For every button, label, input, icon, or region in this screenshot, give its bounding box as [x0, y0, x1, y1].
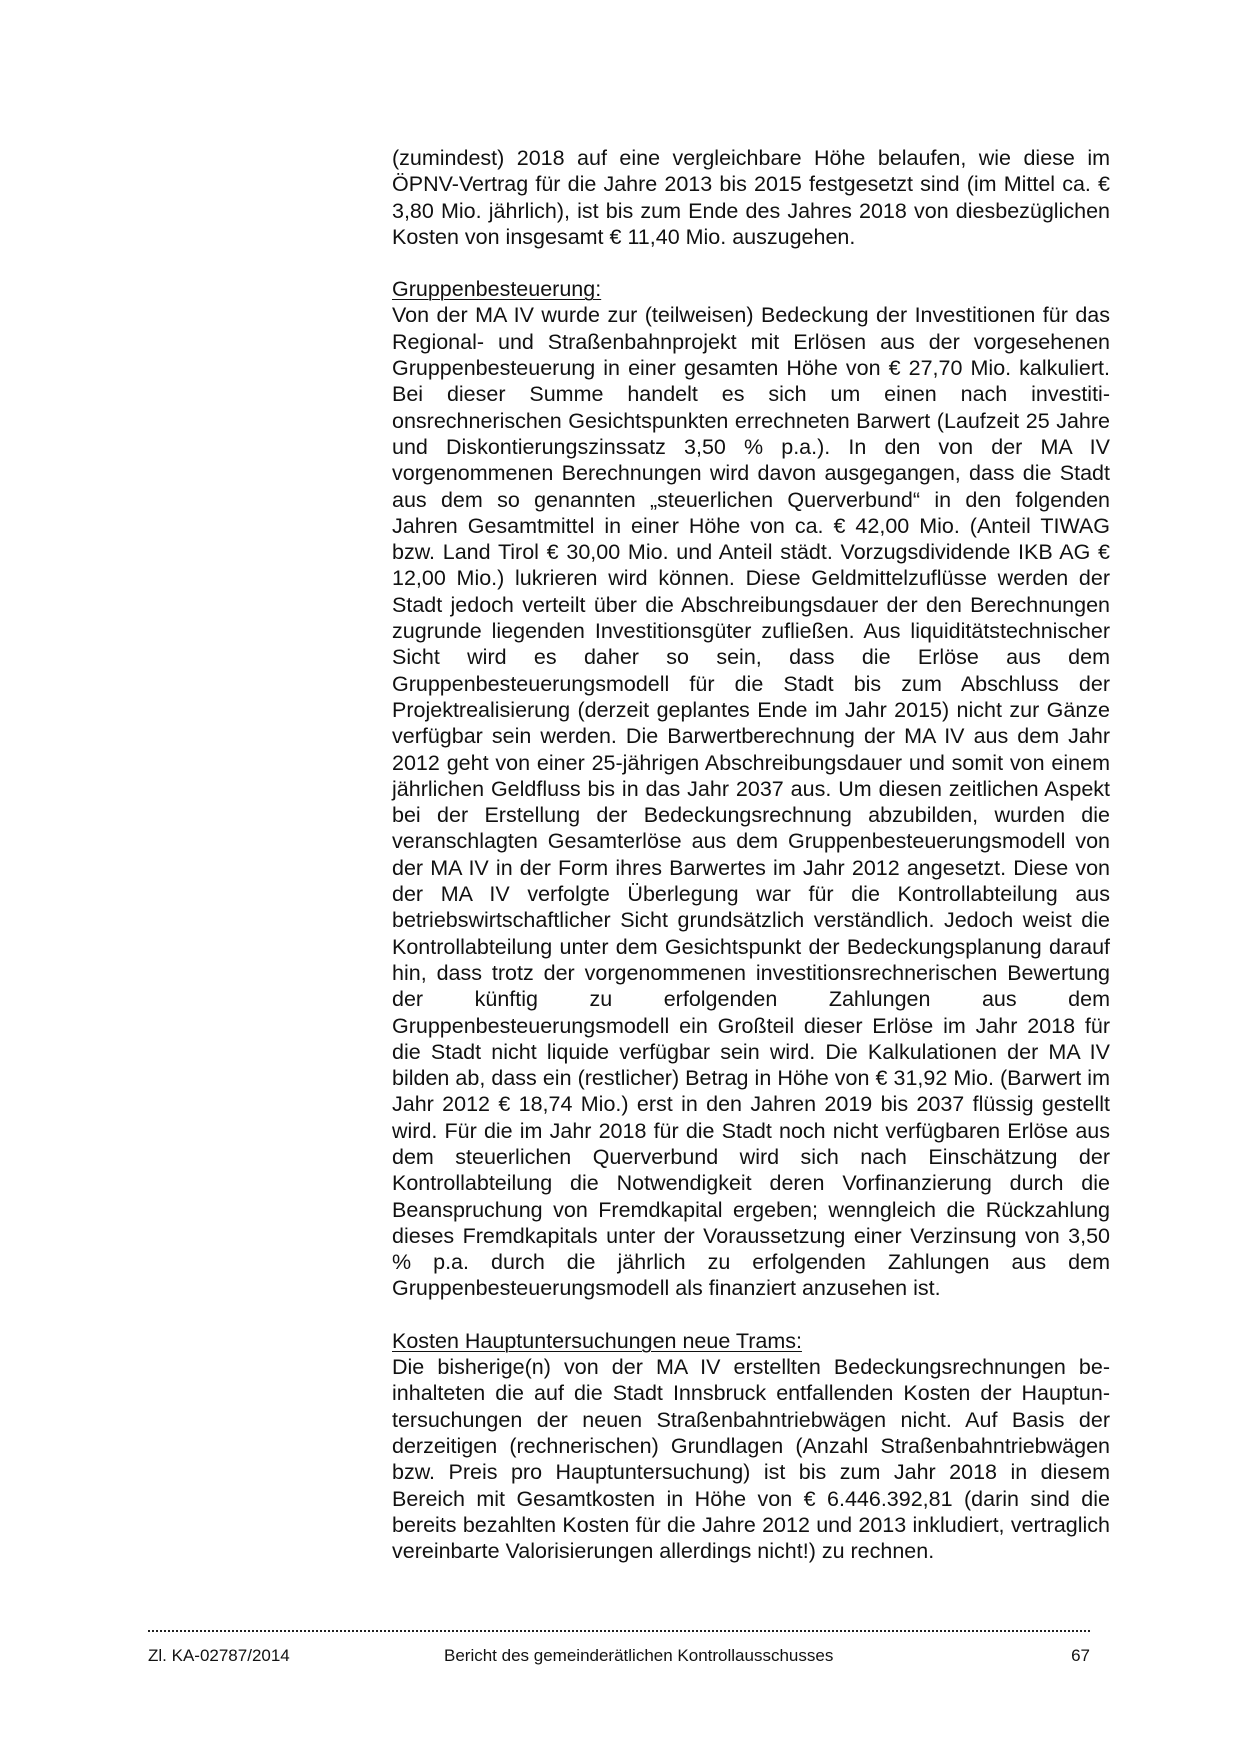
- tram-inspection-paragraph: Die bisherige(n) von der MA IV erstellten Bedeckungsrechnungen beinhalteten die auf die Stadt Innsbruck entfallenden Kosten der Hauptuntersuchungen der neuen Straßenbahntriebwägen nicht. Auf Basis der derzeitigen (rechnerischen) Grundlagen (Anzahl Straßenbahntriebwägen bzw. Preis pro Hauptuntersuchung) ist bis zum Jahr 2018 in diesem Bereich mit Gesamtkosten in Höhe von € 6.446.392,81 (darin sind die bereits bezahlten Kosten für die Jahre 2012 und 2013 inkludiert, vertraglich vereinbarte Valorisierungen allerdings nicht!) zu rechnen.: [392, 1355, 1110, 1564]
- page-number: 67: [1071, 1646, 1090, 1665]
- intro-paragraph: (zumindest) 2018 auf eine vergleichbare Höhe belaufen, wie diese im ÖPNV-Vertrag für die Jahre 2013 bis 2015 festgesetzt sind (im Mittel ca. € 3,80 Mio. jährlich), ist bis zum Ende des Jahres 2018 von diesbezüglichen Kosten von insgesamt € 11,40 Mio. auszugehen.: [392, 146, 1110, 249]
- footer-reference: Zl. KA-02787/2014: [148, 1646, 290, 1665]
- section-spacer: [392, 1302, 1110, 1328]
- footer-divider: [148, 1630, 1090, 1632]
- footer-title: Bericht des gemeinderätlichen Kontrollausschusses: [444, 1646, 834, 1665]
- group-tax-paragraph: Von der MA IV wurde zur (teilweisen) Bedeckung der Investitionen für das Regional- und Straßenbahnprojekt mit Erlösen aus der vorgesehenen Gruppenbesteuerung in einer gesamten Höhe von € 27,70 Mio. kalkuliert. Bei dieser Summe handelt es sich um einen nach investitionsrechnerischen Gesichtspunkten errechneten Barwert (Laufzeit 25 Jahre und Diskontierungszinssatz 3,50 % p.a.). In den von der MA IV vorgenommenen Berechnungen wird davon ausgegangen, dass die Stadt aus dem so genannten „steuerlichen Querverbund“ in den folgenden Jahren Gesamtmittel in einer Höhe von ca. € 42,00 Mio. (Anteil TIWAG bzw. Land Tirol € 30,00 Mio. und Anteil städt. Vorzugsdividende IKB AG € 12,00 Mio.) lukrieren wird können. Diese Geldmittelzuflüsse werden der Stadt jedoch verteilt über die Abschreibungsdauer der den Berechnungen zugrunde liegenden Investitionsgüter zufließen. Aus liquiditätstechnischer Sicht wird es daher so sein, dass die Erlöse aus dem Gruppenbesteuerungsmodell für die Stadt bis zum Abschluss der Projektrealisierung (derzeit geplantes Ende im Jahr 2015) nicht zur Gänze verfügbar sein werden. Die Barwertberechnung der MA IV aus dem Jahr 2012 geht von einer 25-jährigen Abschreibungsdauer und somit von einem jährlichen Geldfluss bis in das Jahr 2037 aus. Um diesen zeitlichen Aspekt bei der Erstellung der Bedeckungsrechnung abzubilden, wurden die veranschlagten Gesamterlöse aus dem Gruppenbesteuerungsmodell von der MA IV in der Form ihres Barwertes im Jahr 2012 angesetzt. Diese von der MA IV verfolgte Überlegung war für die Kontrollabteilung aus betriebswirtschaftlicher Sicht grundsätzlich verständlich. Jedoch weist die Kontrollabteilung unter dem Gesichtspunkt der Bedeckungsplanung darauf hin, dass trotz der vorgenommenen investitionsrechnerischen Bewertung der künftig zu erfolgenden Zahlungen aus dem Gruppenbesteuerungsmodell ein Großteil dieser Erlöse im Jahr 2018 für die Stadt nicht liquide verfügbar sein wird. Die Kalkulationen der MA IV bilden ab, dass ein (restlicher) Betrag in Höhe von € 31,92 Mio. (Barwert im Jahr 2012 € 18,74 Mio.) erst in den Jahren 2019 bis 2037 flüssig gestellt wird. Für die im Jahr 2018 für die Stadt noch nicht verfügbaren Erlöse aus dem steuerlichen Querverbund wird sich nach Einschätzung der Kontrollabteilung die Notwendigkeit deren Vorfinanzierung durch die Beanspruchung von Fremdkapital ergeben; wenngleich die Rückzahlung dieses Fremdkapitals unter der Voraussetzung einer Verzinsung von 3,50 % p.a. durch die jährlich zu erfolgenden Zahlungen aus dem Gruppenbesteuerungsmodell als finanziert anzusehen ist.: [392, 303, 1110, 1301]
- group-tax-heading: Gruppenbesteuerung:: [392, 277, 602, 302]
- tram-inspection-heading: Kosten Hauptuntersuchungen neue Trams:: [392, 1328, 802, 1353]
- section-spacer: [392, 250, 1110, 276]
- report-body: [392, 145, 1110, 1564]
